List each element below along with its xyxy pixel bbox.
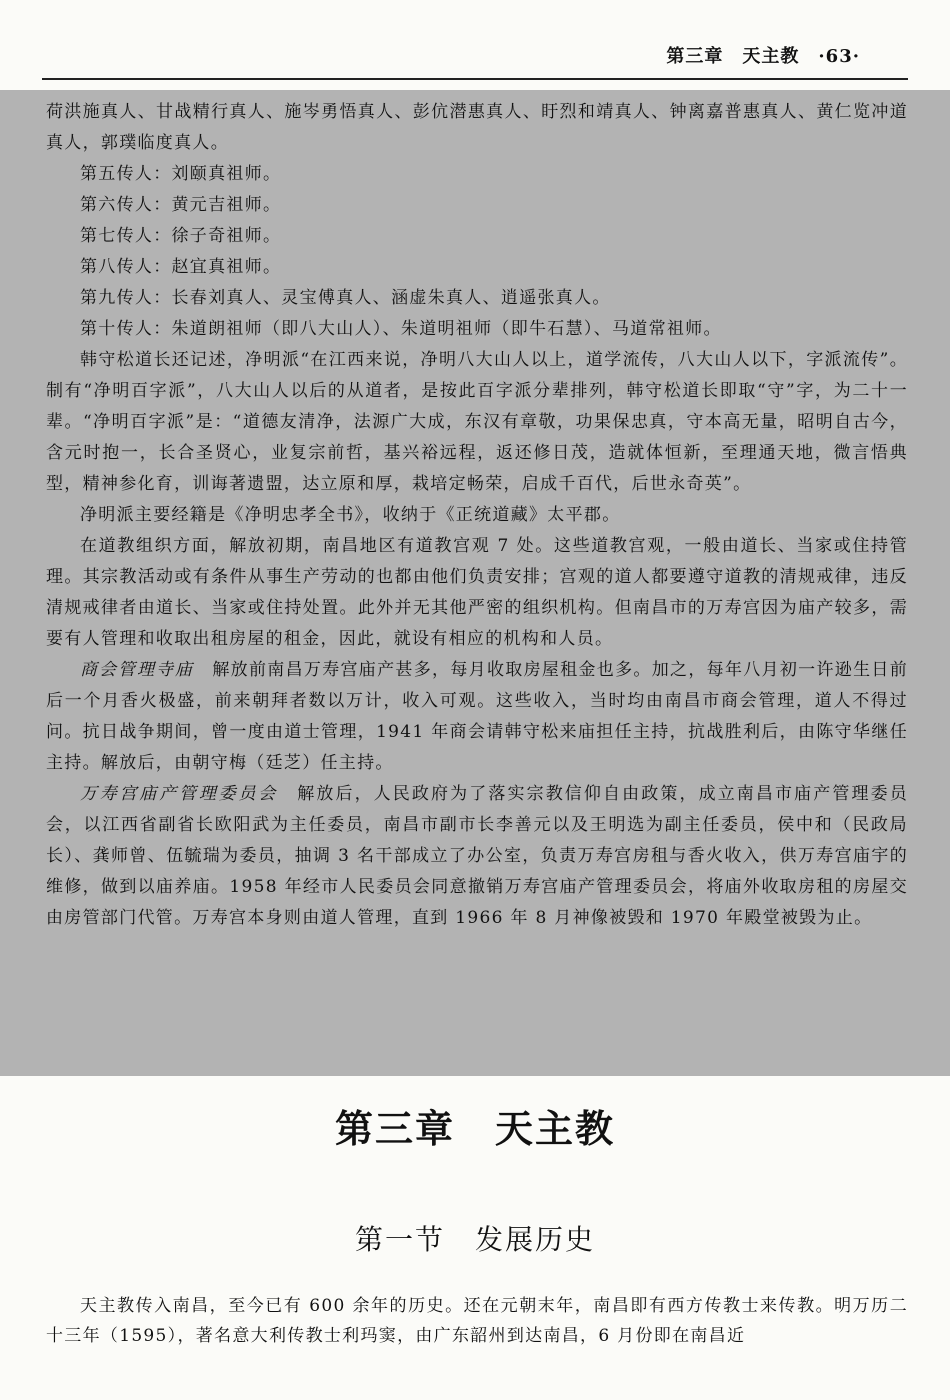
paragraph: 第五传人：刘颐真祖师。 — [80, 164, 282, 184]
paragraph: 第八传人：赵宜真祖师。 — [80, 257, 282, 277]
inline-heading: 万寿宫庙产管理委员会 — [80, 784, 279, 804]
paragraph: 净明派主要经籍是《净明忠孝全书》，收纳于《正统道藏》太平郡。 — [80, 505, 621, 525]
paragraph: 万寿宫庙产管理委员会 解放后，人民政府为了落实宗教信仰自由政策，成立南昌市庙产管理委员会，以江西省副省长欧阳武为主任委员，南昌市副市长李善元以及王明选为副主任委员，侯中和（民政局长）、龚师曾、伍毓瑞为委员，抽调 3 名干部成立了办公室，负责万寿宫房租与香火收入，供万寿宫庙宇的维修，做到以庙养庙。1958 年经市人民委员会同意撤销万寿宫庙产管理委员会，将庙外收取房租的房屋交由房管部门代管。万寿宫本身则由道人管理，直到 1966 年 8 月神像被毁和 1970 年殿堂被毁为止。 — [46, 784, 908, 928]
paragraph: 天主教传入南昌，至今已有 600 余年的历史。还在元朝末年，南昌即有西方传教士来传教。明万历二十三年（1595），著名意大利传教士利玛窦，由广东韶州到达南昌，6 月份即在南昌近 — [46, 1296, 908, 1346]
inline-heading: 商会管理寺庙 — [80, 660, 195, 680]
paragraph: 韩守松道长还记述，净明派“在江西来说，净明八大山人以上，道学流传，八大山人以下，字派流传”。制有“净明百字派”，八大山人以后的从道者，是按此百字派分辈排列，韩守松道长即取“守”字，为二十一辈。“净明百字派”是：“道德友清净，法源广大成，东汉有章敬，功果保忠真，守本高无量，昭明自古今，含元时抱一，长合圣贤心，业复宗前哲，基兴裕远程，返还修日茂，造就体恒新，至理通天地，微言悟典型，精神参化育，训诲著遗盟，达立原和厚，栽培定畅荣，启成千百代，后世永奇英”。 — [46, 350, 908, 494]
paragraph: 荷洪施真人、甘战精行真人、施岑勇悟真人、彭伉潜惠真人、盱烈和靖真人、钟离嘉普惠真人、黄仁览冲道真人，郭璞临度真人。 — [46, 102, 908, 153]
paragraph: 第七传人：徐子奇祖师。 — [80, 226, 282, 246]
paragraph: 第九传人：长春刘真人、灵宝傅真人、涵虚朱真人、逍遥张真人。 — [80, 288, 611, 308]
shaded-text-block — [46, 97, 908, 934]
paragraph: 商会管理寺庙 解放前南昌万寿宫庙产甚多，每月收取房屋租金也多。加之，每年八月初一许逊生日前后一个月香火极盛，前来朝拜者数以万计，收入可观。这些收入，当时均由南昌市商会管理，道人不得过问。抗日战争期间，曾一度由道士管理，1941 年商会请韩守松来庙担任主持，抗战胜利后，由陈守华继任主持。解放后，由朝守梅（廷芝）任主持。 — [46, 660, 909, 773]
chapter-title: 第三章 天主教 — [334, 1107, 615, 1151]
section-title: 第一节 发展历史 — [354, 1223, 595, 1256]
running-title: 第三章 天主教 ·63· — [666, 46, 860, 67]
bottom-text-block — [46, 1291, 908, 1351]
paragraph: 第十传人：朱道朗祖师（即八大山人）、朱道明祖师（即牛石慧）、马道常祖师。 — [80, 319, 722, 339]
running-header — [42, 0, 908, 80]
paragraph: 第六传人：黄元吉祖师。 — [80, 195, 282, 215]
paragraph: 在道教组织方面，解放初期，南昌地区有道教宫观 7 处。这些道教宫观，一般由道长、当家或住持管理。其宗教活动或有条件从事生产劳动的也都由他们负责安排；宫观的道人都要遵守道教的清规戒律，违反清规戒律者由道长、当家或住持处置。此外并无其他严密的组织机构。但南昌市的万寿宫因为庙产较多，需要有人管理和收取出租房屋的租金，因此，就设有相应的机构和人员。 — [46, 536, 908, 649]
